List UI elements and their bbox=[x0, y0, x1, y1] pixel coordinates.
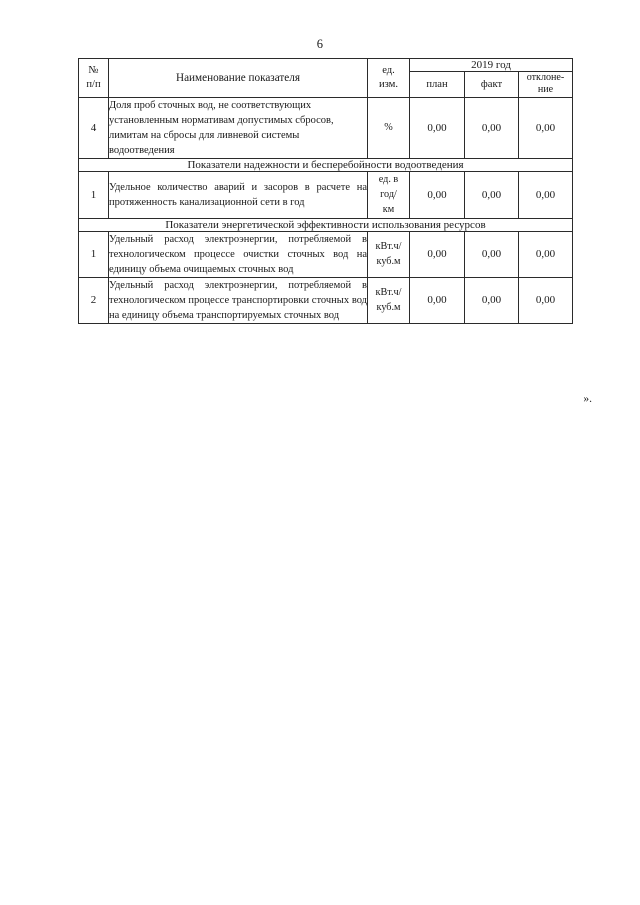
table-row bbox=[79, 97, 573, 158]
row-number: 1 bbox=[79, 231, 109, 277]
row-indicator-name: Доля проб сточных вод, не соответствующих установленным нормативам допустимых сбросов, лимитам на сбросы для ливневой системы водоотведения bbox=[109, 97, 368, 158]
column-header-number bbox=[79, 59, 109, 98]
row-indicator-name: Удельное количество аварий и засоров в расчете на протяженность канализационной сети в год bbox=[109, 171, 368, 218]
row-unit-line: ед. в bbox=[378, 173, 399, 185]
row-number: 4 bbox=[79, 97, 109, 158]
row-unit-line: км bbox=[382, 204, 395, 216]
column-header-deviation-line1: отклоне- bbox=[526, 72, 565, 83]
table-header bbox=[79, 59, 573, 98]
row-value-plan: 0,00 bbox=[410, 231, 465, 277]
row-value-fact: 0,00 bbox=[465, 277, 519, 323]
table-section-title: Показатели энергетической эффективности использования ресурсов bbox=[79, 218, 573, 231]
column-header-plan: план bbox=[410, 72, 465, 98]
indicators-table bbox=[78, 58, 573, 324]
row-value-plan: 0,00 bbox=[410, 277, 465, 323]
row-number: 2 bbox=[79, 277, 109, 323]
table-section-title: Показатели надежности и бесперебойности водоотведения bbox=[79, 158, 573, 171]
row-unit-line: куб.м bbox=[376, 302, 401, 314]
row-unit bbox=[368, 231, 410, 277]
row-indicator-name: Удельный расход электроэнергии, потребляемой в технологическом процессе транспортировки сточных вод на единицу объема транспортируемых сточных вод bbox=[109, 277, 368, 323]
row-unit-line: кВт.ч/ bbox=[375, 286, 402, 298]
row-unit-line: куб.м bbox=[376, 256, 401, 268]
row-unit-line: % bbox=[384, 121, 393, 133]
indicators-table-container bbox=[78, 58, 572, 324]
table-section-row bbox=[79, 218, 573, 231]
table-body bbox=[79, 97, 573, 323]
page-number: 6 bbox=[316, 37, 324, 51]
closing-quotation-mark: ». bbox=[583, 393, 592, 405]
column-header-number-line1: № bbox=[88, 65, 99, 77]
table-header-row-1 bbox=[79, 59, 573, 72]
row-indicator-name: Удельный расход электроэнергии, потребляемой в технологическом процессе очистки сточных вод на единицу объема очищаемых сточных вод bbox=[109, 231, 368, 277]
row-unit-line: год/ bbox=[380, 188, 397, 200]
column-header-fact: факт bbox=[465, 72, 519, 98]
row-unit bbox=[368, 277, 410, 323]
row-value-fact: 0,00 bbox=[465, 171, 519, 218]
row-value-deviation: 0,00 bbox=[519, 231, 573, 277]
row-value-deviation: 0,00 bbox=[519, 171, 573, 218]
row-unit bbox=[368, 97, 410, 158]
column-header-unit-line1: ед. bbox=[382, 65, 395, 77]
row-number: 1 bbox=[79, 171, 109, 218]
column-header-deviation-line2: ние bbox=[537, 84, 554, 96]
row-value-fact: 0,00 bbox=[465, 231, 519, 277]
column-header-unit bbox=[368, 59, 410, 98]
row-value-plan: 0,00 bbox=[410, 171, 465, 218]
row-value-deviation: 0,00 bbox=[519, 97, 573, 158]
column-header-name: Наименование показателя bbox=[109, 59, 368, 98]
table-row bbox=[79, 171, 573, 218]
column-header-number-line2: п/п bbox=[86, 78, 101, 90]
column-header-unit-line2: изм. bbox=[378, 78, 399, 90]
column-header-year-group: 2019 год bbox=[410, 59, 573, 72]
table-row bbox=[79, 231, 573, 277]
row-value-deviation: 0,00 bbox=[519, 277, 573, 323]
column-header-deviation bbox=[519, 72, 573, 98]
row-value-fact: 0,00 bbox=[465, 97, 519, 158]
row-unit bbox=[368, 171, 410, 218]
row-unit-line: кВт.ч/ bbox=[375, 240, 402, 252]
row-value-plan: 0,00 bbox=[410, 97, 465, 158]
table-row bbox=[79, 277, 573, 323]
table-section-row bbox=[79, 158, 573, 171]
